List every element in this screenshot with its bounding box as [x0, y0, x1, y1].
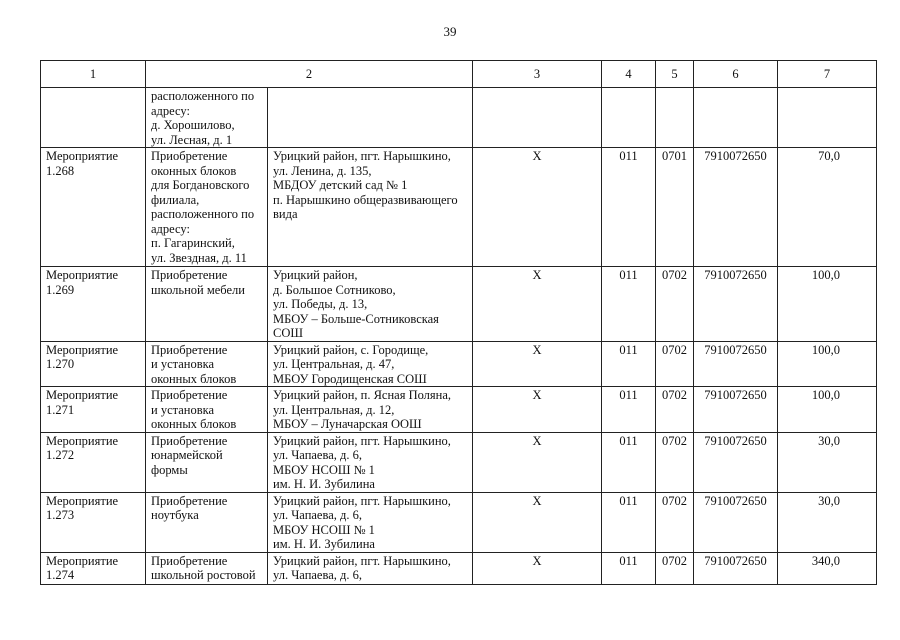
measure-id-cell: Мероприятие 1.268	[41, 148, 146, 267]
address-cell: Урицкий район, д. Большое Сотниково, ул. Победы, д. 13, МБОУ – Больше-Сотниковская СОШ	[268, 267, 473, 342]
col4-cell	[602, 88, 656, 148]
measure-name-cell: Приобретение ноутбука	[146, 492, 268, 552]
col3-cell: Х	[473, 432, 602, 492]
col6-cell	[694, 88, 778, 148]
header-cell: 5	[656, 61, 694, 88]
col5-cell: 0702	[656, 267, 694, 342]
header-cell: 1	[41, 61, 146, 88]
col4-cell: 011	[602, 341, 656, 387]
measure-name-cell: Приобретение юнармейской формы	[146, 432, 268, 492]
col5-cell: 0702	[656, 387, 694, 433]
col4-cell: 011	[602, 387, 656, 433]
col4-cell: 011	[602, 432, 656, 492]
measure-name-cell: Приобретение школьной ростовой	[146, 552, 268, 584]
table-row	[41, 267, 877, 342]
table-row	[41, 148, 877, 267]
measure-name-cell: Приобретение школьной мебели	[146, 267, 268, 342]
col6-cell: 7910072650	[694, 148, 778, 267]
amount-cell: 30,0	[778, 432, 877, 492]
col3-cell: Х	[473, 341, 602, 387]
col6-cell: 7910072650	[694, 492, 778, 552]
header-cell: 7	[778, 61, 877, 88]
address-cell: Урицкий район, пгт. Нарышкино, ул. Ленина, д. 135, МБДОУ детский сад № 1 п. Нарышкино общеразвивающего вида	[268, 148, 473, 267]
header-cell: 6	[694, 61, 778, 88]
measure-name-cell: расположенного по адресу: д. Хорошилово, ул. Лесная, д. 1	[146, 88, 268, 148]
measure-id-cell	[41, 88, 146, 148]
col4-cell: 011	[602, 552, 656, 584]
amount-cell: 100,0	[778, 267, 877, 342]
col6-cell: 7910072650	[694, 552, 778, 584]
address-cell: Урицкий район, пгт. Нарышкино, ул. Чапаева, д. 6, МБОУ НСОШ № 1 им. Н. И. Зубилина	[268, 432, 473, 492]
page-number: 39	[443, 24, 457, 39]
address-cell: Урицкий район, пгт. Нарышкино, ул. Чапаева, д. 6, МБОУ НСОШ № 1 им. Н. И. Зубилина	[268, 492, 473, 552]
amount-cell: 30,0	[778, 492, 877, 552]
col4-cell: 011	[602, 492, 656, 552]
col4-cell: 011	[602, 267, 656, 342]
col5-cell: 0702	[656, 341, 694, 387]
measure-name-cell: Приобретение и установка оконных блоков	[146, 387, 268, 433]
address-cell: Урицкий район, с. Городище, ул. Центральная, д. 47, МБОУ Городищенская СОШ	[268, 341, 473, 387]
table-row	[41, 88, 877, 148]
col6-cell: 7910072650	[694, 341, 778, 387]
col3-cell	[473, 88, 602, 148]
table-row	[41, 432, 877, 492]
col3-cell: Х	[473, 387, 602, 433]
amount-cell: 100,0	[778, 387, 877, 433]
col5-cell: 0701	[656, 148, 694, 267]
measure-id-cell: Мероприятие 1.272	[41, 432, 146, 492]
col4-cell: 011	[602, 148, 656, 267]
header-cell: 3	[473, 61, 602, 88]
measure-name-cell: Приобретение оконных блоков для Богдановского филиала, расположенного по адресу: п. Гагаринский, ул. Звездная, д. 11	[146, 148, 268, 267]
amount-cell	[778, 88, 877, 148]
col5-cell	[656, 88, 694, 148]
measure-id-cell: Мероприятие 1.274	[41, 552, 146, 584]
col5-cell: 0702	[656, 492, 694, 552]
col3-cell: Х	[473, 552, 602, 584]
table-row	[41, 552, 877, 584]
measures-table	[40, 60, 877, 585]
table-row	[41, 492, 877, 552]
amount-cell: 100,0	[778, 341, 877, 387]
address-cell: Урицкий район, п. Ясная Поляна, ул. Центральная, д. 12, МБОУ – Луначарская ООШ	[268, 387, 473, 433]
amount-cell: 70,0	[778, 148, 877, 267]
col3-cell: Х	[473, 148, 602, 267]
table-row	[41, 387, 877, 433]
measure-name-cell: Приобретение и установка оконных блоков	[146, 341, 268, 387]
col6-cell: 7910072650	[694, 432, 778, 492]
col6-cell: 7910072650	[694, 387, 778, 433]
measure-id-cell: Мероприятие 1.270	[41, 341, 146, 387]
col3-cell: Х	[473, 492, 602, 552]
col5-cell: 0702	[656, 552, 694, 584]
col3-cell: Х	[473, 267, 602, 342]
header-cell: 4	[602, 61, 656, 88]
table-row	[41, 341, 877, 387]
table-header-row	[41, 61, 877, 88]
address-cell: Урицкий район, пгт. Нарышкино, ул. Чапаева, д. 6,	[268, 552, 473, 584]
measure-id-cell: Мероприятие 1.273	[41, 492, 146, 552]
amount-cell: 340,0	[778, 552, 877, 584]
header-cell: 2	[146, 61, 473, 88]
address-cell	[268, 88, 473, 148]
measure-id-cell: Мероприятие 1.269	[41, 267, 146, 342]
measure-id-cell: Мероприятие 1.271	[41, 387, 146, 433]
col6-cell: 7910072650	[694, 267, 778, 342]
col5-cell: 0702	[656, 432, 694, 492]
